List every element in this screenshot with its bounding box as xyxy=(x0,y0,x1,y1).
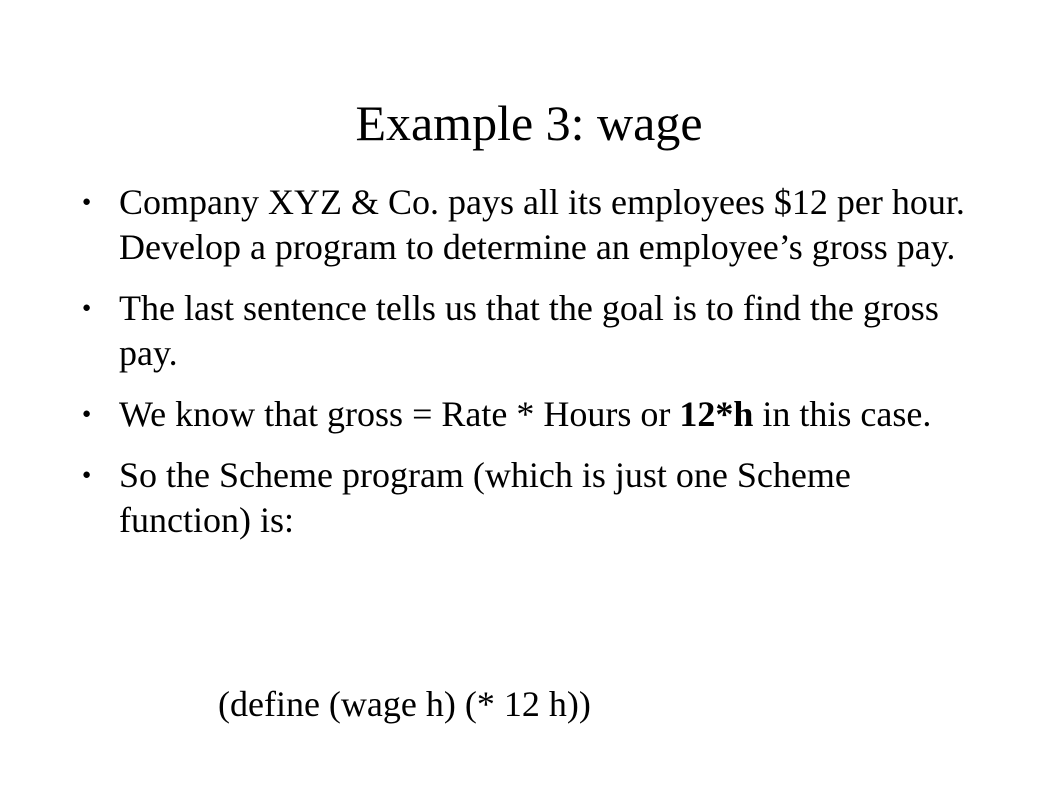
bullet-text: Company XYZ & Co. pays all its employees $12 per hour. Develop a program to determine an employee’s gross pay. xyxy=(119,182,965,267)
bullet-item-scheme-program xyxy=(82,453,982,543)
bullet-text-after: in this case. xyxy=(753,394,932,434)
formula-emphasis: 12*h xyxy=(679,394,754,434)
bullet-dot-icon: ● xyxy=(82,467,92,483)
bullet-dot-icon: ● xyxy=(82,300,92,316)
bullet-item-problem-statement xyxy=(82,180,982,270)
bullet-list xyxy=(82,180,982,559)
bullet-dot-icon: ● xyxy=(82,406,92,422)
slide-title: Example 3: wage xyxy=(355,95,703,151)
bullet-text-before: We know that gross = Rate * Hours or xyxy=(119,394,680,434)
bullet-item-goal xyxy=(82,286,982,376)
bullet-item-formula xyxy=(82,392,982,437)
bullet-dot-icon: ● xyxy=(82,194,92,210)
bullet-text: So the Scheme program (which is just one Scheme function) is: xyxy=(119,455,851,540)
bullet-text: The last sentence tells us that the goal is to find the gross pay. xyxy=(119,288,939,373)
scheme-code: (define (wage h) (* 12 h)) xyxy=(218,684,591,724)
